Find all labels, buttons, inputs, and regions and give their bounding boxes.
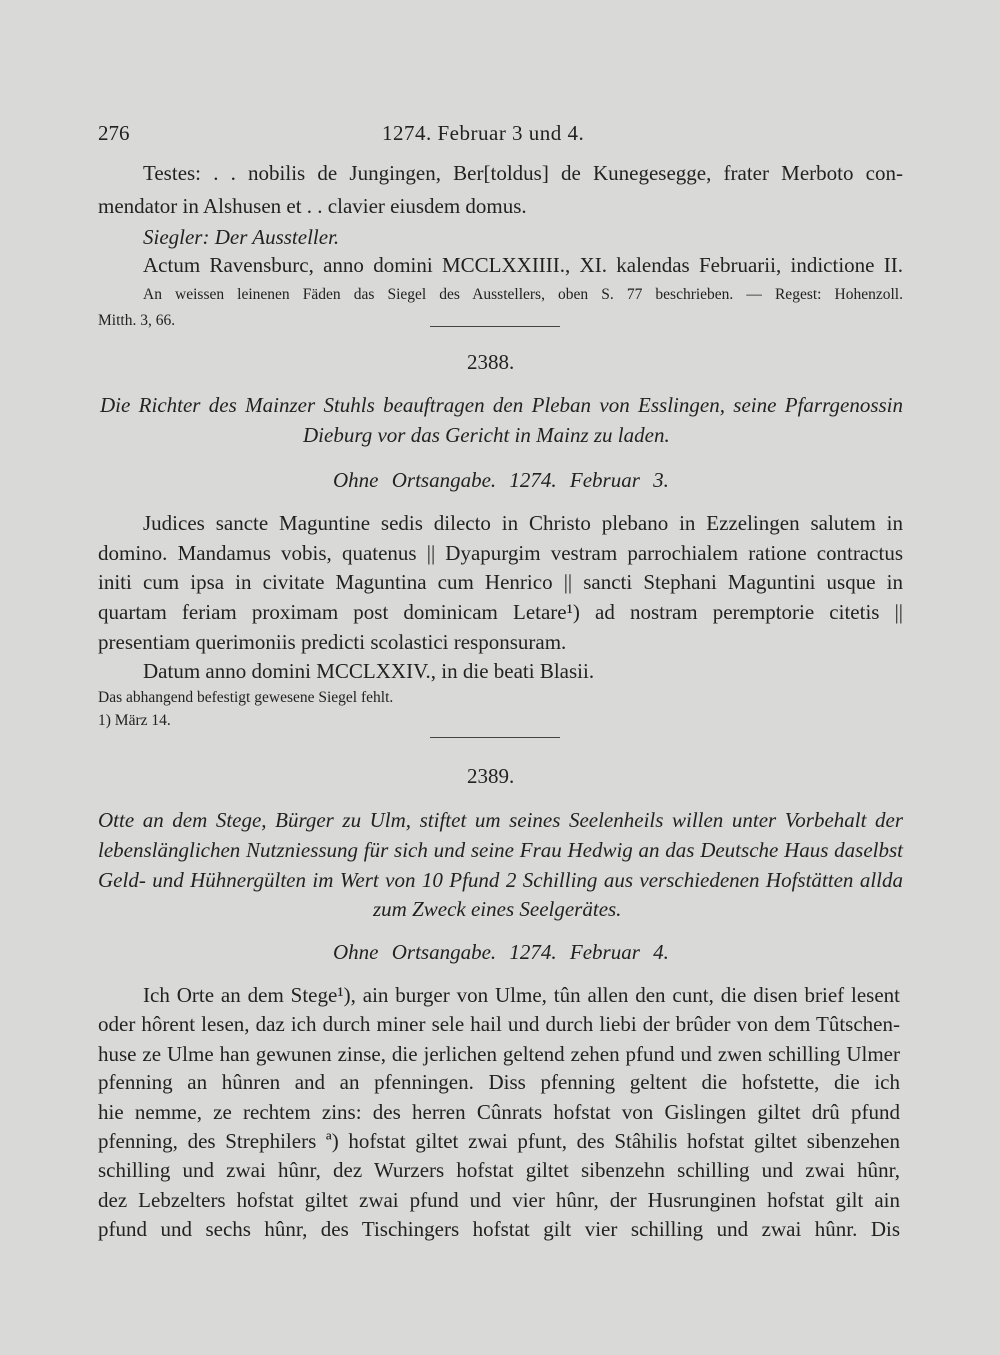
doc-2389-body-line-5: hie nemme, ze rechtem zins: des herren Cûnrats hofstat von Gislingen giltet drû pfund [98, 1100, 900, 1124]
doc-2388-summary-line-1: Die Richter des Mainzer Stuhls beauftragen den Pleban von Esslingen, seine Pfarrgenossin [100, 393, 903, 417]
doc-2389-dateline: Ohne Ortsangabe. 1274. Februar 4. [333, 940, 669, 964]
doc-2388-body-line-1: Judices sancte Maguntine sedis dilecto in Christo plebano in Ezzelingen salutem in [143, 511, 903, 535]
testes-line-1: Testes: . . nobilis de Jungingen, Ber[toldus] de Kunegesegge, frater Merboto con- [143, 161, 903, 185]
doc-2389-body-line-8: dez Lebzelters hofstat giltet zwai pfund und vier hûnr, der Husrunginen hofstat gilt ain [98, 1188, 900, 1212]
doc-2388-body-line-3: initi cum ipsa in civitate Maguntina cum Henrico || sancti Stephani Maguntini usque in [98, 570, 903, 594]
doc-2388-body-line-4: quartam feriam proximam post dominicam Letare¹) ad nostram peremptorie citetis || [98, 600, 903, 624]
doc-2388-number: 2388. [467, 350, 515, 374]
doc-2388-body-line-2: domino. Mandamus vobis, quatenus || Dyapurgim vestram parrochialem ratione contractus [98, 541, 903, 565]
doc-2389-body-line-7: schilling und zwai hûnr, dez Wurzers hofstat giltet sibenzehn schilling und zwai hûnr, [98, 1158, 900, 1182]
doc-2389-body-line-6: pfenning, des Strephilers ª) hofstat giltet zwai pfunt, des Stâhilis hofstat giltet sibenzehen [98, 1129, 900, 1153]
doc-2389-number: 2389. [467, 764, 515, 788]
doc-2389-body-line-1: Ich Orte an dem Stege¹), ain burger von Ulme, tûn allen den cunt, die disen brief lesent [143, 983, 900, 1007]
doc-2388-seal-note: Das abhangend befestigt gewesene Siegel fehlt. [98, 689, 394, 706]
siegler-line: Siegler: Der Aussteller. [143, 225, 340, 249]
doc-2389-body-line-2: oder hôrent lesen, daz ich durch miner sele hail und durch liebi der brûder von dem Tûtschen- [98, 1012, 900, 1036]
testes-line-2: mendator in Alshusen et . . clavier eiusdem domus. [98, 194, 527, 218]
doc-2389-summary-line-4: zum Zweck eines Seelgerätes. [373, 897, 622, 921]
doc-2388-summary-line-2: Dieburg vor das Gericht in Mainz zu laden. [303, 423, 670, 447]
doc-2388-datum: Datum anno domini MCCLXXIV., in die beati Blasii. [143, 659, 595, 683]
doc-2389-summary-line-1: Otte an dem Stege, Bürger zu Ulm, stiftet um seines Seelenheils willen unter Vorbehalt der [98, 808, 903, 832]
doc-2389-body-line-3: huse ze Ulme han gewunen zinse, die jerlichen geltend zehen pfund und zwen schilling Ulmer [98, 1042, 900, 1066]
doc-2388-body-line-5: presentiam querimoniis predicti scolastici responsuram. [98, 630, 567, 654]
doc-2389-body-line-4: pfenning an hûnren and an pfenningen. Diss pfenning geltent die hofstette, die ich [98, 1070, 900, 1094]
doc-2389-summary-line-3: Geld- und Hühnergülten im Wert von 10 Pfund 2 Schilling aus verschiedenen Hofstätten allda [98, 868, 903, 892]
section-divider-2 [430, 737, 560, 738]
doc-2388-dateline: Ohne Ortsangabe. 1274. Februar 3. [333, 468, 669, 492]
running-title: 1274. Februar 3 und 4. [382, 121, 585, 145]
actum-line: Actum Ravensburc, anno domini MCCLXXIIII., XI. kalendas Februarii, indictione II. [143, 253, 903, 277]
doc-2389-summary-line-2: lebenslänglichen Nutzniessung für sich und seine Frau Hedwig an das Deutsche Haus daselbst [98, 838, 903, 862]
page-number: 276 [98, 121, 130, 145]
note-line-2: Mitth. 3, 66. [98, 312, 176, 329]
doc-2389-body-line-9: pfund und sechs hûnr, des Tischingers hofstat gilt vier schilling und zwai hûnr. Dis [98, 1217, 900, 1241]
section-divider-1 [430, 326, 560, 327]
doc-2388-footnote: 1) März 14. [98, 712, 171, 729]
note-line-1: An weissen leinenen Fäden das Siegel des Ausstellers, oben S. 77 beschrieben. — Regest: Hohenzoll. [143, 286, 903, 303]
